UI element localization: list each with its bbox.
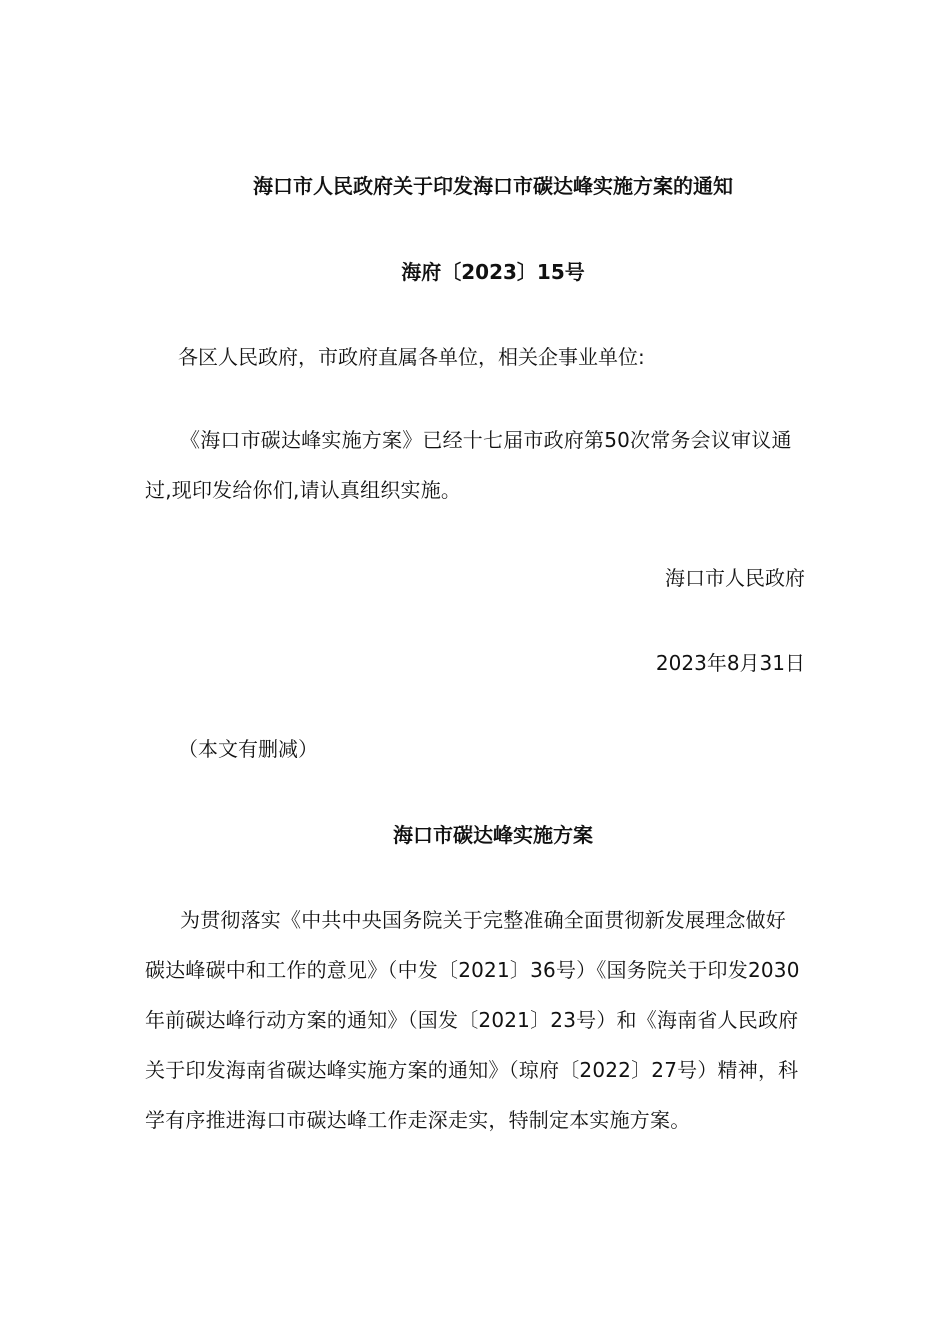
notice-body-paragraph: 《海口市碳达峰实施方案》已经十七届市政府第50次常务会议审议通过,现印发给你们,请认真组织实施。 (145, 428, 792, 502)
issue-date: 2023年8月31日 (655, 651, 805, 675)
abridgement-note: （本文有删减） (178, 737, 318, 761)
addressee: 各区人民政府，市政府直属各单位，相关企事业单位: (178, 345, 645, 369)
signer: 海口市人民政府 (665, 566, 805, 590)
document-number: 海府〔2023〕15号 (401, 260, 585, 284)
plan-intro-paragraph: 为贯彻落实《中共中央国务院关于完整准确全面贯彻新发展理念做好碳达峰碳中和工作的意见》（中发〔2021〕36号）《国务院关于印发2030年前碳达峰行动方案的通知》（国发〔2021〕23号）和《海南省人民政府关于印发海南省碳达峰实施方案的通知》（琼府〔2022〕27号）精神，科学有序推进海口市碳达峰工作走深走实，特制定本实施方案。 (145, 908, 800, 1132)
document-title: 海口市人民政府关于印发海口市碳达峰实施方案的通知 (253, 174, 733, 198)
plan-title: 海口市碳达峰实施方案 (393, 823, 593, 847)
